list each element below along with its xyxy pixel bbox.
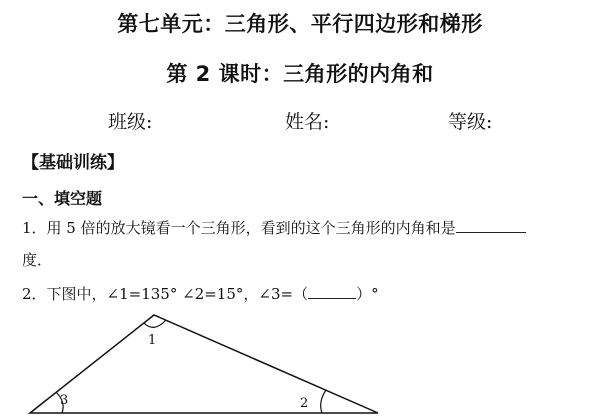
question-1-line-1 xyxy=(22,217,526,238)
angle-2-arc xyxy=(321,390,326,413)
lesson-subtitle: 第 2 课时：三角形的内角和 xyxy=(166,62,434,86)
triangle-shape xyxy=(30,315,378,413)
angle-3-label: 3 xyxy=(60,393,69,408)
question-1-answer-blank xyxy=(456,218,526,233)
question-1-unit: 度． xyxy=(22,251,53,269)
question-2-text: 2．下图中，∠1=135° ∠2=15°，∠3=（ xyxy=(22,285,309,303)
name-label: 姓名: xyxy=(285,111,330,133)
question-2-answer-blank xyxy=(308,285,356,299)
angle-2-label: 2 xyxy=(300,396,309,411)
section-heading: 【基础训练】 xyxy=(22,153,124,173)
question-1-text: 1．用 5 倍的放大镜看一个三角形，看到的这个三角形的内角和是 xyxy=(22,219,456,237)
part-heading: 一、填空题 xyxy=(22,189,103,208)
angle-1-label: 1 xyxy=(148,333,157,348)
triangle-figure xyxy=(0,300,600,420)
worksheet-title: 第七单元：三角形、平行四边形和梯形 xyxy=(117,12,483,36)
class-label: 班级: xyxy=(108,111,153,133)
question-1-line-2 xyxy=(22,249,52,270)
grade-label: 等级: xyxy=(448,111,493,133)
question-2-suffix: ）° xyxy=(356,285,379,303)
